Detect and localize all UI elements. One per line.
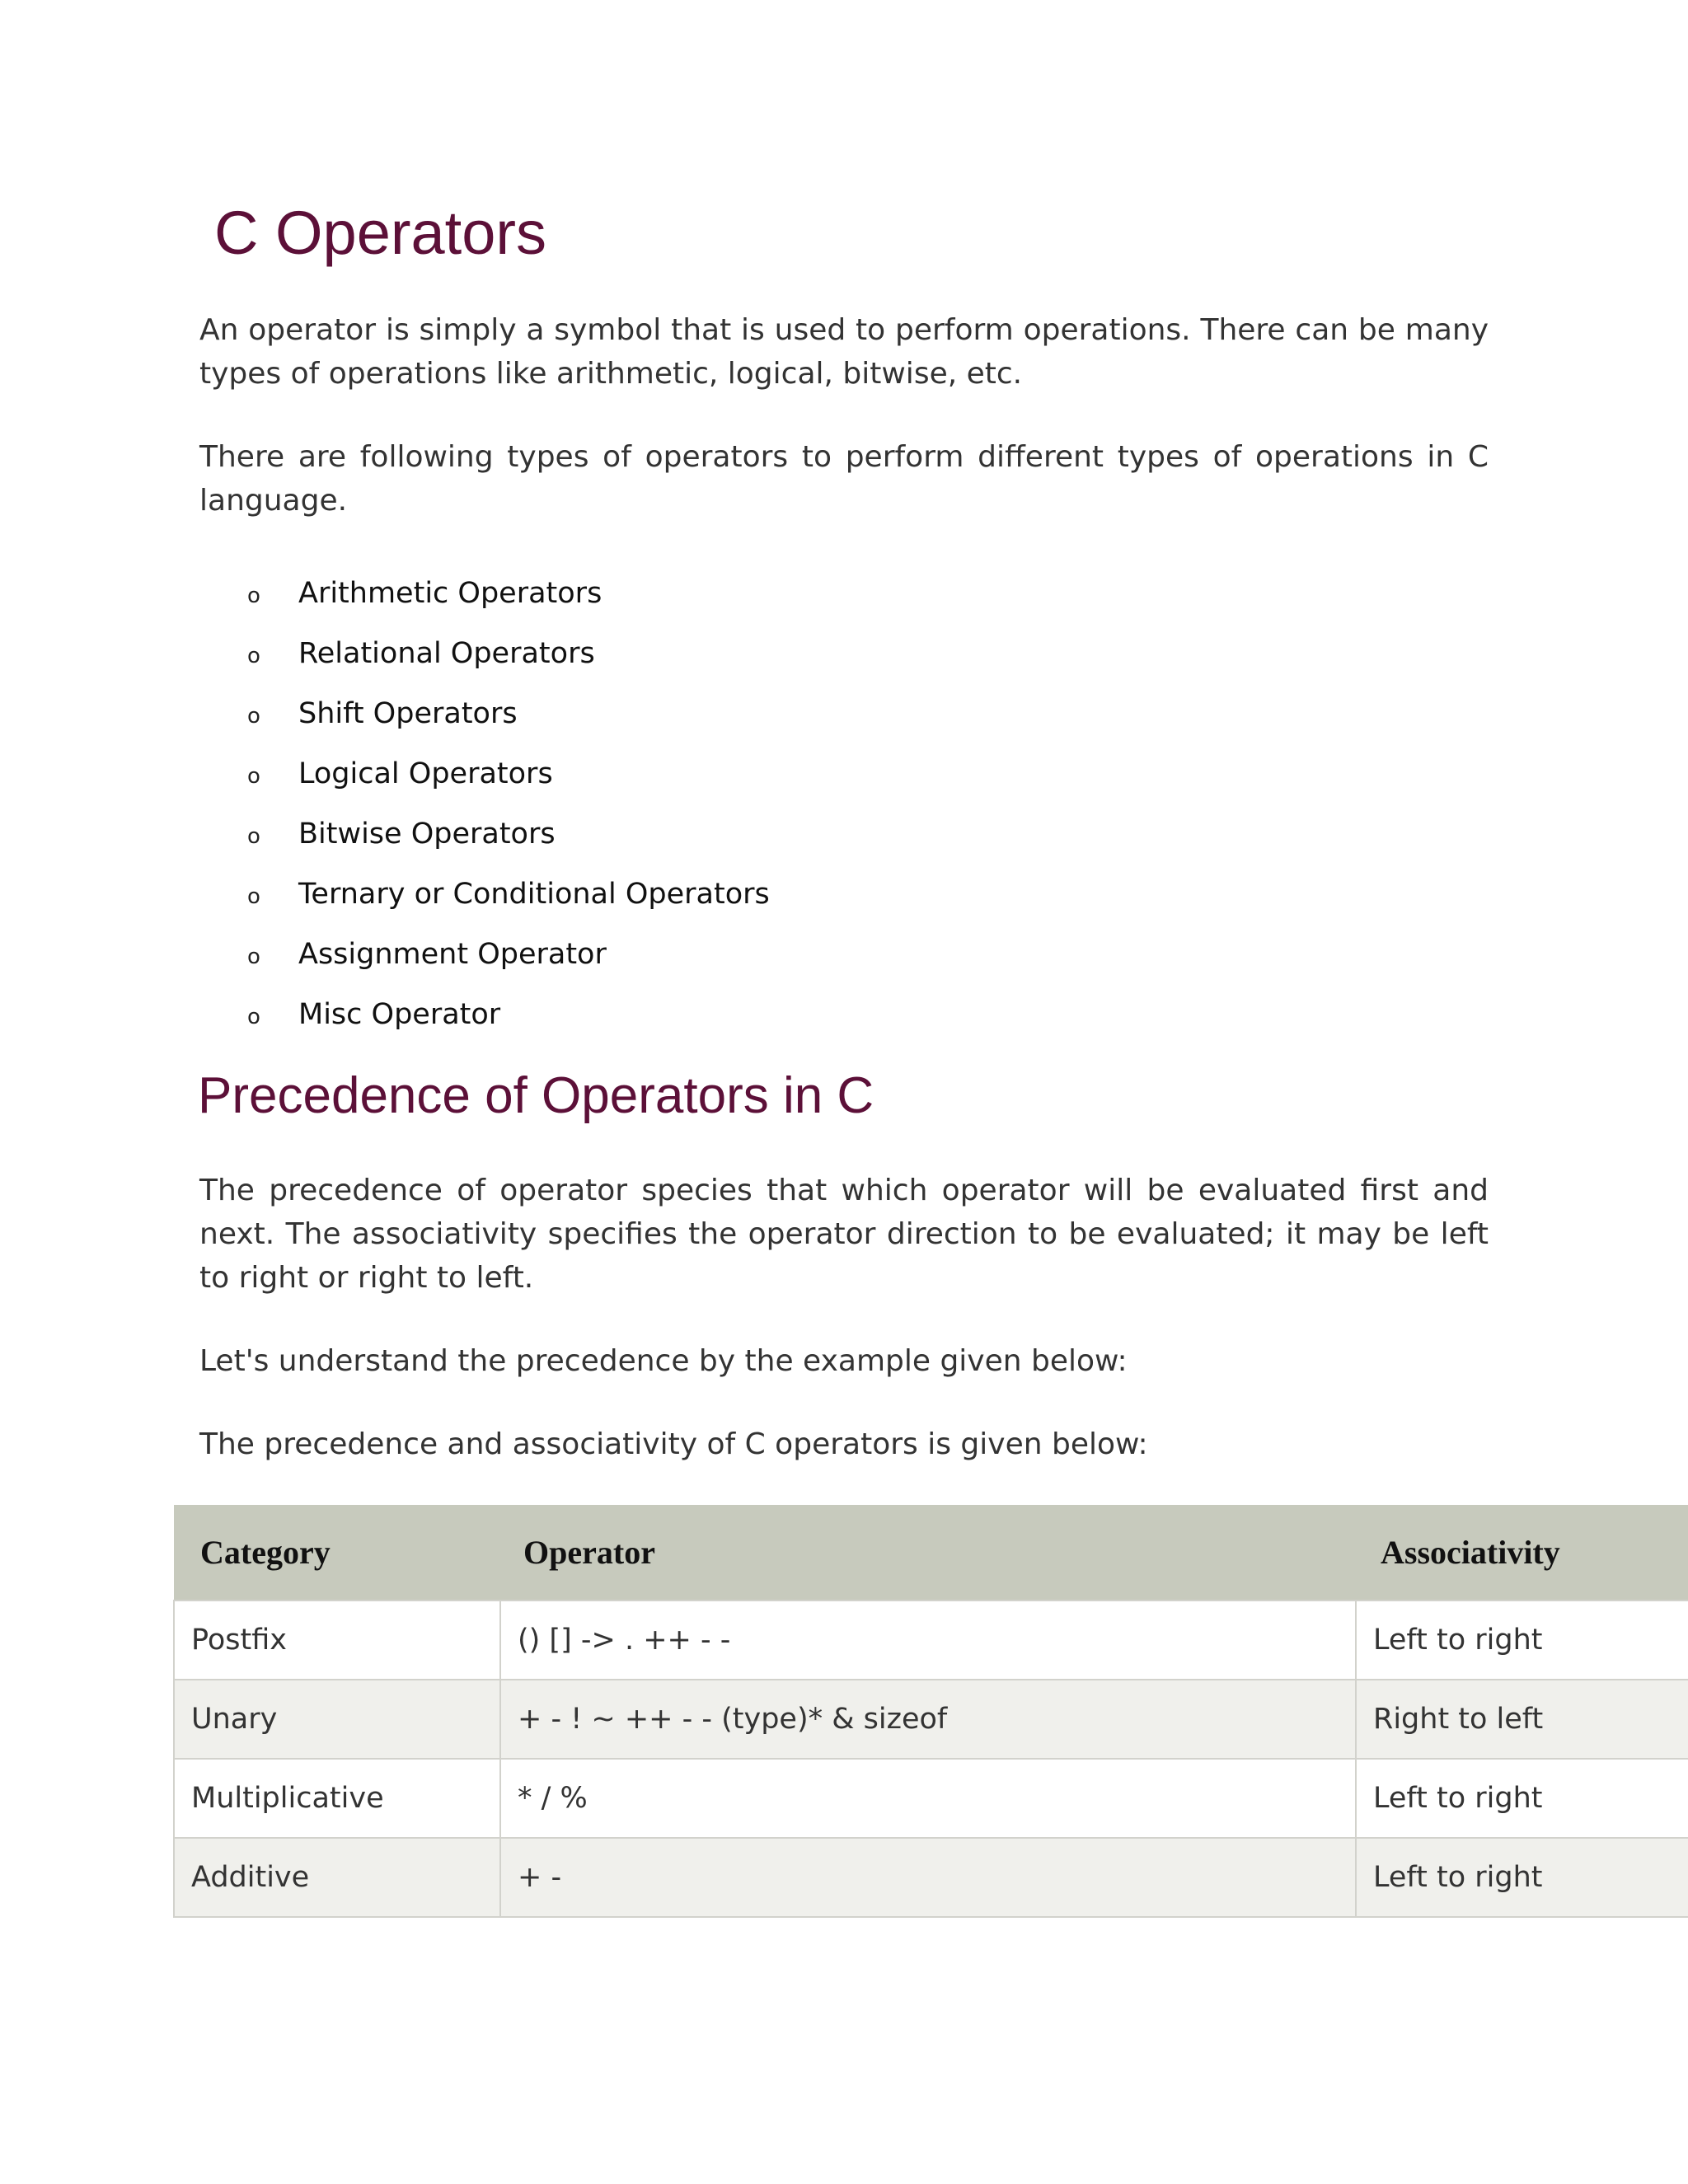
list-item-label: Assignment Operator — [298, 938, 607, 971]
page-title: C Operators — [214, 199, 547, 267]
cell-operator: + - — [500, 1838, 1356, 1917]
cell-associativity: Right to left — [1356, 1680, 1688, 1759]
bullet-circle-icon: o — [247, 764, 260, 789]
list-item — [0, 930, 989, 990]
precedence-paragraph-3: The precedence and associativity of C operators is given below: — [199, 1427, 1148, 1461]
cell-operator: * / % — [500, 1759, 1356, 1838]
list-item — [0, 869, 989, 930]
precedence-paragraph-1: The precedence of operator species that which operator will be evaluated first and next. The associativity specifies the operator direction to be evaluated; it may be left to right or right to left. — [199, 1174, 1489, 1295]
list-item-label: Arithmetic Operators — [298, 577, 603, 610]
list-item — [0, 749, 989, 809]
list-item-label: Bitwise Operators — [298, 818, 556, 851]
list-item-label: Logical Operators — [298, 757, 553, 790]
intro-paragraph-2: There are following types of operators to perform different types of operations in C language. — [199, 440, 1489, 518]
list-item — [0, 569, 989, 629]
bullet-circle-icon: o — [247, 583, 260, 608]
precedence-table — [173, 1505, 1688, 1918]
bullet-circle-icon: o — [247, 944, 260, 969]
bullet-circle-icon: o — [247, 884, 260, 909]
table-row — [174, 1601, 1688, 1680]
bullet-circle-icon: o — [247, 704, 260, 729]
table-row — [174, 1838, 1688, 1917]
section-heading: Precedence of Operators in C — [198, 1067, 874, 1124]
cell-category: Additive — [174, 1838, 500, 1917]
list-item-label: Misc Operator — [298, 998, 501, 1031]
cell-operator: () [] -> . ++ - - — [500, 1601, 1356, 1680]
list-item-label: Ternary or Conditional Operators — [298, 878, 770, 911]
table-row — [174, 1759, 1688, 1838]
table-header-row — [174, 1505, 1688, 1601]
bullet-circle-icon: o — [247, 644, 260, 668]
cell-associativity: Left to right — [1356, 1759, 1688, 1838]
cell-associativity: Left to right — [1356, 1601, 1688, 1680]
cell-associativity: Left to right — [1356, 1838, 1688, 1917]
precedence-paragraph-2: Let's understand the precedence by the example given below: — [199, 1344, 1128, 1378]
list-item — [0, 629, 989, 689]
column-header-associativity: Associativity — [1356, 1505, 1688, 1601]
list-item — [0, 689, 989, 749]
cell-category: Multiplicative — [174, 1759, 500, 1838]
bullet-circle-icon: o — [247, 824, 260, 849]
operator-types-list — [0, 569, 989, 1050]
bullet-circle-icon: o — [247, 1005, 260, 1029]
column-header-category: Category — [174, 1505, 500, 1601]
list-item-label: Relational Operators — [298, 637, 595, 670]
cell-category: Postfix — [174, 1601, 500, 1680]
cell-category: Unary — [174, 1680, 500, 1759]
intro-paragraph-1: An operator is simply a symbol that is used to perform operations. There can be many types of operations like arithmetic, logical, bitwise, etc. — [199, 313, 1489, 391]
list-item-label: Shift Operators — [298, 697, 518, 730]
list-item — [0, 990, 989, 1050]
cell-operator: + - ! ~ ++ - - (type)* & sizeof — [500, 1680, 1356, 1759]
column-header-operator: Operator — [500, 1505, 1356, 1601]
list-item — [0, 809, 989, 869]
table-row — [174, 1680, 1688, 1759]
